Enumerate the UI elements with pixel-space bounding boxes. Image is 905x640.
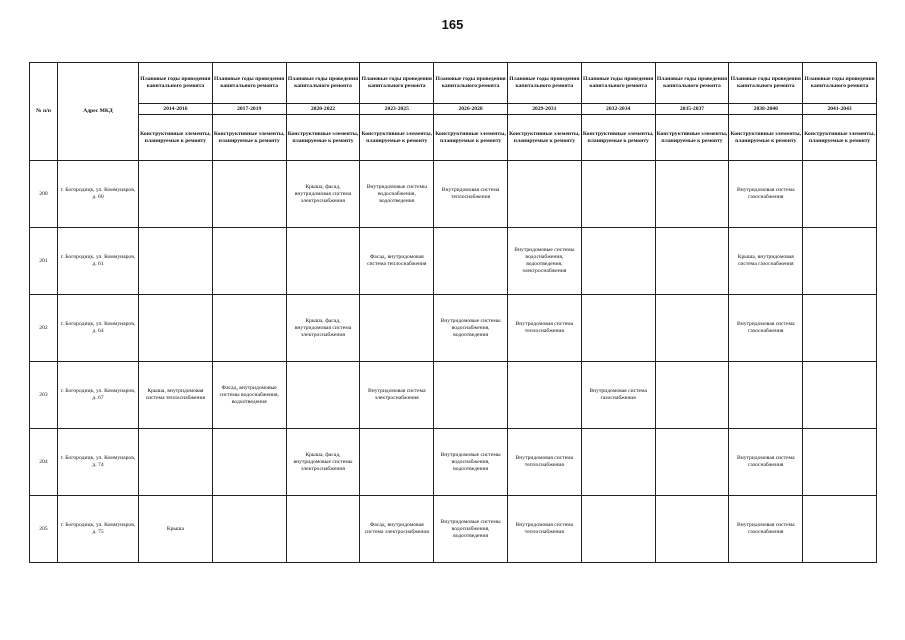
- header-year-range: 2020-2022: [286, 104, 360, 115]
- repair-cell: [507, 161, 581, 228]
- repair-cell: Фасад, внутридомовая система электроснабжения: [360, 496, 434, 563]
- repair-cell: [360, 295, 434, 362]
- repair-cell: [507, 362, 581, 429]
- row-number: 202: [30, 295, 58, 362]
- row-address: г. Богородицк, ул. Коммунаров, д. 75: [58, 496, 139, 563]
- header-address: Адрес МКД: [58, 63, 139, 161]
- header-year-range: 2029-2031: [507, 104, 581, 115]
- repair-cell: [655, 429, 729, 496]
- repair-cell: [286, 496, 360, 563]
- header-planned-years: Плановые годы проведения капитального ремонта: [212, 63, 286, 104]
- row-number: 200: [30, 161, 58, 228]
- repair-cell: [139, 429, 213, 496]
- repair-cell: [212, 228, 286, 295]
- repair-cell: [803, 362, 877, 429]
- header-elements: Конструктивные элементы, планируемые к ремонту: [434, 115, 508, 161]
- repair-cell: [803, 228, 877, 295]
- header-row-elements: [30, 115, 877, 161]
- header-planned-years: Плановые годы проведения капитального ремонта: [360, 63, 434, 104]
- row-address: г. Богородицк, ул. Коммунаров, д. 67: [58, 362, 139, 429]
- repair-cell: [581, 161, 655, 228]
- repair-cell: [655, 161, 729, 228]
- repair-cell: Крыша, фасад, внутридомовые системы электроснабжения: [286, 429, 360, 496]
- repair-cell: [286, 362, 360, 429]
- repair-cell: Внутридомовая система электроснабжения: [360, 362, 434, 429]
- header-row-planned-years: [30, 63, 877, 104]
- repair-cell: [803, 429, 877, 496]
- header-year-range: 2017-2019: [212, 104, 286, 115]
- repair-cell: [212, 295, 286, 362]
- repair-cell: Крыша, внутридомовая система теплоснабжения: [139, 362, 213, 429]
- repair-cell: [360, 429, 434, 496]
- repair-cell: [729, 362, 803, 429]
- repair-cell: [434, 362, 508, 429]
- repair-cell: Внутридомовая система газоснабжения: [729, 295, 803, 362]
- repair-cell: [803, 295, 877, 362]
- repair-cell: Крыша, фасад, внутридомовая система электроснабжения: [286, 295, 360, 362]
- header-elements: Конструктивные элементы, планируемые к ремонту: [729, 115, 803, 161]
- repair-cell: [803, 161, 877, 228]
- header-elements: Конструктивные элементы, планируемые к ремонту: [507, 115, 581, 161]
- header-elements: Конструктивные элементы, планируемые к ремонту: [803, 115, 877, 161]
- header-year-range: 2014-2016: [139, 104, 213, 115]
- table-row: [30, 228, 877, 295]
- repair-cell: Внутридомовая система теплоснабжения: [507, 295, 581, 362]
- repair-cell: [655, 362, 729, 429]
- row-number: 203: [30, 362, 58, 429]
- header-planned-years: Плановые годы проведения капитального ремонта: [803, 63, 877, 104]
- repair-cell: Внутридомовая система теплоснабжения: [507, 429, 581, 496]
- header-elements: Конструктивные элементы, планируемые к ремонту: [139, 115, 213, 161]
- row-address: г. Богородицк, ул. Коммунаров, д. 61: [58, 228, 139, 295]
- header-row-year-ranges: [30, 104, 877, 115]
- header-planned-years: Плановые годы проведения капитального ремонта: [581, 63, 655, 104]
- repair-cell: Внутридомовая система газоснабжения: [729, 496, 803, 563]
- repair-cell: [212, 496, 286, 563]
- header-elements: Конструктивные элементы, планируемые к ремонту: [360, 115, 434, 161]
- table-row: [30, 429, 877, 496]
- repair-plan-table: [29, 62, 877, 563]
- row-address: г. Богородицк, ул. Коммунаров, д. 60: [58, 161, 139, 228]
- header-elements: Конструктивные элементы, планируемые к ремонту: [581, 115, 655, 161]
- repair-cell: [655, 228, 729, 295]
- header-year-range: 2035-2037: [655, 104, 729, 115]
- row-address: г. Богородицк, ул. Коммунаров, д. 74: [58, 429, 139, 496]
- repair-cell: Внутридомовая система газоснабжения: [729, 429, 803, 496]
- header-planned-years: Плановые годы проведения капитального ремонта: [286, 63, 360, 104]
- row-number: 204: [30, 429, 58, 496]
- repair-cell: Внутридомовая система теплоснабжения: [507, 496, 581, 563]
- repair-cell: Крыша, фасад, внутридомовая система электроснабжения: [286, 161, 360, 228]
- header-planned-years: Плановые годы проведения капитального ремонта: [434, 63, 508, 104]
- repair-cell: [139, 228, 213, 295]
- header-planned-years: Плановые годы проведения капитального ремонта: [139, 63, 213, 104]
- repair-cell: [212, 161, 286, 228]
- row-number: 205: [30, 496, 58, 563]
- table-row: [30, 362, 877, 429]
- header-year-range: 2023-2025: [360, 104, 434, 115]
- repair-cell: [286, 228, 360, 295]
- repair-cell: [139, 161, 213, 228]
- header-elements: Конструктивные элементы, планируемые к ремонту: [286, 115, 360, 161]
- repair-cell: [139, 295, 213, 362]
- row-number: 201: [30, 228, 58, 295]
- table-row: [30, 295, 877, 362]
- repair-cell: Внутридомовая система газоснабжения: [729, 161, 803, 228]
- repair-cell: Фасад, внутридомовая система теплоснабжения: [360, 228, 434, 295]
- repair-cell: [803, 496, 877, 563]
- repair-cell: [581, 429, 655, 496]
- repair-cell: Внутридомовые системы водоснабжения, водоотведения: [434, 429, 508, 496]
- repair-cell: Внутридомовые системы водоснабжения, водоотведения, электроснабжения: [507, 228, 581, 295]
- header-year-range: 2026-2028: [434, 104, 508, 115]
- repair-cell: [434, 228, 508, 295]
- repair-cell: Внутридомовые системы водоснабжения, водоотведения: [434, 496, 508, 563]
- repair-cell: [581, 295, 655, 362]
- header-planned-years: Плановые годы проведения капитального ремонта: [655, 63, 729, 104]
- repair-cell: Внутридомовые системы водоснабжения, водоотведения: [360, 161, 434, 228]
- header-elements: Конструктивные элементы, планируемые к ремонту: [655, 115, 729, 161]
- repair-cell: Внутридомовая система теплоснабжения: [434, 161, 508, 228]
- repair-cell: Внутридомовая система газоснабжения: [581, 362, 655, 429]
- table-row: [30, 496, 877, 563]
- header-planned-years: Плановые годы проведения капитального ремонта: [507, 63, 581, 104]
- repair-cell: Крыша: [139, 496, 213, 563]
- row-address: г. Богородицк, ул. Коммунаров, д. 64: [58, 295, 139, 362]
- page-number: 165: [441, 17, 464, 32]
- repair-cell: [581, 228, 655, 295]
- repair-cell: Фасад, внутридомовые системы водоснабжения, водоотведения: [212, 362, 286, 429]
- repair-cell: [655, 295, 729, 362]
- repair-cell: [655, 496, 729, 563]
- header-num: № п/п: [30, 63, 58, 161]
- header-year-range: 2032-2034: [581, 104, 655, 115]
- header-planned-years: Плановые годы проведения капитального ремонта: [729, 63, 803, 104]
- table-row: [30, 161, 877, 228]
- header-year-range: 2041-2043: [803, 104, 877, 115]
- repair-cell: Крыша, внутридомовая система газоснабжения: [729, 228, 803, 295]
- repair-cell: [581, 496, 655, 563]
- repair-cell: [212, 429, 286, 496]
- header-elements: Конструктивные элементы, планируемые к ремонту: [212, 115, 286, 161]
- header-year-range: 2038-2040: [729, 104, 803, 115]
- repair-cell: Внутридомовые системы водоснабжения, водоотведения: [434, 295, 508, 362]
